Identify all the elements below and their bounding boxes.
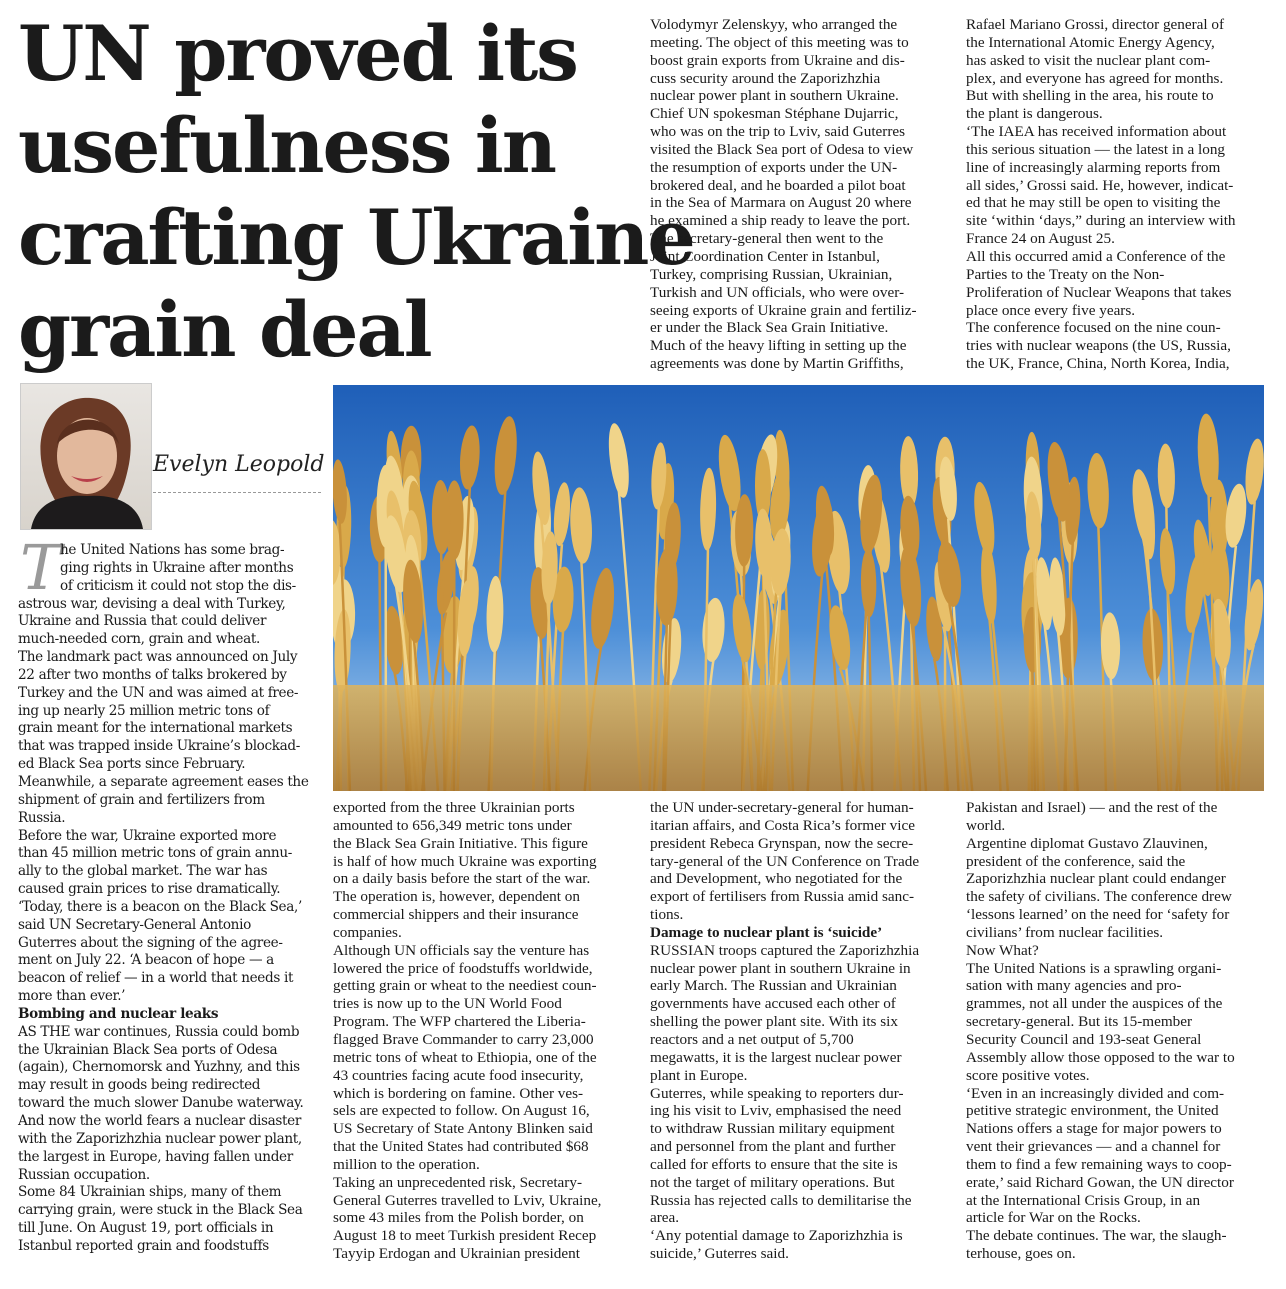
paragraph-line: Some 84 Ukrainian ships, many of them [18,1184,282,1201]
headline [18,8,694,376]
paragraph-line: that was trapped inside Ukraine’s blockad- [18,738,301,755]
paragraph-line: some 43 miles from the Polish border, on [333,1209,584,1227]
paragraph-line: plant in Europe. [650,1066,748,1084]
paragraph-line: the plant is dangerous. [966,105,1103,123]
paragraph-line: Taking an unprecedented risk, Secretary- [333,1173,582,1191]
paragraph-line: the International Atomic Energy Agency, [966,33,1215,51]
paragraph-line: suicide,’ Guterres said. [650,1245,789,1263]
paragraph-line: reactors and a net output of 5,700 [650,1030,854,1048]
paragraph-line: the UK, France, China, North Korea, India, [966,355,1230,373]
paragraph-line: place once every five years. [966,301,1136,319]
paragraph-line: flagged Brave Commander to carry 23,000 [333,1030,594,1048]
paragraph-line: early March. The Russian and Ukrainian [650,977,897,995]
article-column-top-2 [966,16,1266,373]
paragraph-line: seeing exports of Ukraine grain and fertiliz- [650,301,917,319]
paragraph-line: ging rights in Ukraine after months [60,559,294,576]
paragraph-line: in the Sea of Marmara on August 20 where [650,194,912,212]
paragraph-line: ed Black Sea ports since February. [18,756,246,773]
paragraph-line: that the United States had contributed $68 [333,1138,589,1156]
paragraph-line: ment on July 22. ‘A beacon of hope — a [18,952,274,969]
paragraph-line: commercial shippers and their insurance [333,906,579,924]
paragraph-line: site ‘within ‘days,” during an interview with [966,212,1236,230]
paragraph-line: shelling the power plant site. With its six [650,1013,898,1031]
paragraph-line: much-needed corn, grain and wheat. [18,631,260,648]
paragraph-line: the resumption of exports under the UN- [650,158,898,176]
paragraph-line: world. [966,816,1006,834]
paragraph-line: ‘lessons learned’ on the need for ‘safety for [966,906,1230,924]
paragraph-line: Istanbul reported grain and foodstuffs [18,1237,269,1254]
paragraph-line: Joint Coordination Center in Istanbul, [650,247,880,265]
paragraph-line: The landmark pact was announced on July [18,649,298,666]
paragraph-line: 22 after two months of talks brokered by [18,666,287,683]
paragraph-line: not the target of military operations. But [650,1173,895,1191]
paragraph-line: the Black Sea Grain Initiative. This figure [333,834,588,852]
paragraph-line: ‘The IAEA has received information about [966,123,1227,141]
paragraph-line: the largest in Europe, having fallen under [18,1148,293,1165]
paragraph-line: Before the war, Ukraine exported more [18,827,277,844]
paragraph-line: And now the world fears a nuclear disaster [18,1113,302,1129]
paragraph-line: Security Council and 193-seat General [966,1030,1202,1048]
headline-line: UN proved its [18,9,577,98]
paragraph-line: Chief UN spokesman Stéphane Dujarric, [650,105,899,123]
paragraph-line: ‘Even in an increasingly divided and com- [966,1084,1225,1102]
paragraph-line: them to find a few remaining ways to coop- [966,1155,1232,1173]
paragraph-line: megawatts, it is the largest nuclear power [650,1048,902,1066]
paragraph-line: But with shelling in the area, his route to [966,87,1214,105]
paragraph-line: the Ukrainian Black Sea ports of Odesa [18,1041,278,1058]
paragraph-line: more than ever.’ [18,988,126,1005]
paragraph-line: on a daily basis before the start of the war. [333,870,591,888]
paragraph-line: caused grain prices to rise dramatically. [18,881,281,898]
paragraph-line: tary-general of the UN Conference on Trade [650,852,920,870]
paragraph-line: governments have accused each other of [650,995,896,1013]
author-photo [20,383,152,530]
paragraph-line: he examined a ship ready to leave the port. [650,212,911,230]
paragraph-line: beacon of relief — in a world that needs it [18,970,294,987]
paragraph-line: secretary-general. But its 15-member [966,1013,1193,1031]
paragraph-line: Much of the heavy lifting in setting up the [650,337,907,355]
subheading: Bombing and nuclear leaks [18,1005,219,1022]
paragraph-line: tries is now up to the UN World Food [333,995,562,1013]
paragraph-line: The conference focused on the nine coun- [966,319,1221,337]
article-column-top-1 [650,16,950,373]
paragraph-line: visited the Black Sea port of Odesa to view [650,140,914,158]
paragraph-line: called for efforts to ensure that the site is [650,1155,898,1173]
paragraph-line: line of increasingly alarming reports from [966,158,1221,176]
paragraph-line: 43 countries facing acute food insecurity, [333,1066,584,1084]
paragraph-line: who was on the trip to Lviv, said Guterres [650,123,906,141]
paragraph-line: ‘Today, there is a beacon on the Black Sea,’ [18,898,302,915]
paragraph-line: Turkish and UN officials, who were over- [650,283,905,301]
paragraph-line: Guterres about the signing of the agree- [18,934,283,951]
wheat-field-photo [333,385,1264,791]
paragraph-line: vent their grievances — and a channel for [966,1138,1221,1156]
paragraph-line: to withdraw Russian military equipment [650,1120,895,1138]
paragraph-line: carrying grain, were stuck in the Black Sea [18,1202,303,1219]
paragraph-line: brokered deal, and he boarded a pilot boat [650,176,906,194]
paragraph-line: All this occurred amid a Conference of the [966,247,1226,265]
paragraph-line: The debate continues. The war, the slaugh- [966,1227,1227,1245]
paragraph-line: with the Zaporizhzhia nuclear power plant, [18,1130,302,1147]
article-column-2 [333,799,633,1263]
paragraph-line: Nations offers a stage for major powers to [966,1120,1222,1138]
paragraph-line: cuss security around the Zaporizhzhia [650,69,881,87]
paragraph-line: civilians’ from nuclear facilities. [966,923,1164,941]
article-column-1 [18,542,318,1256]
byline-divider [153,492,321,493]
paragraph-line: boost grain exports from Ukraine and dis- [650,51,905,69]
paragraph-line: sation with many agencies and pro- [966,977,1182,995]
paragraph-line: astrous war, devising a deal with Turkey, [18,595,286,612]
paragraph-line: Argentine diplomat Gustavo Zlauvinen, [966,834,1208,852]
paragraph-line: petitive strategic environment, the United [966,1102,1219,1120]
article-column-3 [650,799,950,1263]
paragraph-line: at the International Crisis Group, in an [966,1191,1201,1209]
paragraph-line: Rafael Mariano Grossi, director general of [966,16,1225,33]
paragraph-line: tries with nuclear weapons (the US, Russia, [966,337,1231,355]
paragraph-line: companies. [333,923,402,941]
paragraph-line: all sides,’ Grossi said. He, however, indicat- [966,176,1234,194]
paragraph-line: nuclear power plant in southern Ukraine in [650,959,911,977]
paragraph-line: US Secretary of State Antony Blinken said [333,1120,593,1138]
paragraph-line: erate,’ said Richard Gowan, the UN director [966,1173,1234,1191]
paragraph-line: ing his visit to Lviv, emphasised the need [650,1102,902,1120]
paragraph-line: itarian affairs, and Costa Rica’s former vice [650,816,915,834]
paragraph-line: than 45 million metric tons of grain annu- [18,845,292,862]
paragraph-line: Assembly allow those opposed to the war to [966,1048,1235,1066]
paragraph-line: president Rebeca Grynspan, now the secre- [650,834,914,852]
paragraph-line: plex, and everyone has agreed for months. [966,69,1224,87]
paragraph-line: France 24 on August 25. [966,230,1115,248]
paragraph-line: Parties to the Treaty on the Non- [966,265,1165,283]
headline-line: grain deal [18,285,431,374]
paragraph-line: August 18 to meet Turkish president Recep [333,1227,597,1245]
paragraph-line: tions. [650,906,684,924]
paragraph-line: score positive votes. [966,1066,1090,1084]
paragraph-line: lowered the price of foodstuffs worldwide, [333,959,593,977]
paragraph-line: Proliferation of Nuclear Weapons that takes [966,283,1232,301]
paragraph-line: agreements was done by Martin Griffiths, [650,355,904,373]
paragraph-line: The operation is, however, dependent on [333,888,580,906]
paragraph-line: sels are expected to follow. On August 16, [333,1102,590,1120]
paragraph-line: ing up nearly 25 million metric tons of [18,702,270,719]
paragraph-line: said UN Secretary-General Antonio [18,916,251,933]
paragraph-line: ed that he may still be open to visiting the [966,194,1221,212]
paragraph-line: till June. On August 19, port officials in [18,1220,274,1237]
paragraph-line: Russia. [18,809,66,826]
paragraph-line: ally to the global market. The war has [18,863,268,880]
paragraph-line: million to the operation. [333,1155,480,1173]
paragraph-line: Pakistan and Israel) — and the rest of the [966,799,1218,816]
paragraph-line: and personnel from the plant and further [650,1138,896,1156]
paragraph-line: er under the Black Sea Grain Initiative. [650,319,889,337]
paragraph-line: president of the conference, said the [966,852,1186,870]
paragraph-line: amounted to 656,349 metric tons under [333,816,572,834]
paragraph-line: Tayyip Erdogan and Ukrainian president [333,1245,580,1263]
paragraph-line: Meanwhile, a separate agreement eases the [18,773,309,790]
paragraph-line: grammes, not all under the auspices of the [966,995,1223,1013]
paragraph-line: is half of how much Ukraine was exporting [333,852,597,870]
paragraph-line: may result in goods being redirected [18,1077,261,1094]
paragraph-line: Volodymyr Zelenskyy, who arranged the [650,16,898,33]
headline-line: usefulness in [18,101,555,190]
paragraph-line: article for War on the Rocks. [966,1209,1141,1227]
paragraph-line: grain meant for the international markets [18,720,293,737]
paragraph-line: Although UN officials say the venture has [333,941,590,959]
paragraph-line: toward the much slower Danube waterway. [18,1095,304,1112]
paragraph-line: Russian occupation. [18,1166,150,1183]
paragraph-line: AS THE war continues, Russia could bomb [18,1023,300,1040]
subheading: Damage to nuclear plant is ‘suicide’ [650,923,883,941]
paragraph-line: shipment of grain and fertilizers from [18,791,265,808]
paragraph-line: Russia has rejected calls to demilitarise the [650,1191,912,1209]
paragraph-line: of criticism it could not stop the dis- [60,577,296,594]
paragraph-line: terhouse, goes on. [966,1245,1076,1263]
article-column-4 [966,799,1266,1263]
paragraph-line: General Guterres travelled to Lviv, Ukraine, [333,1191,602,1209]
paragraph-line: Now What? [966,941,1039,959]
paragraph-line: and Development, who negotiated for the [650,870,903,888]
paragraph-line: he United Nations has some brag- [60,542,285,558]
paragraph-line: export of fertilisers from Russia amid sanc- [650,888,915,906]
paragraph-line: RUSSIAN troops captured the Zaporizhzhia [650,941,920,959]
paragraph-line: Program. The WFP chartered the Liberia- [333,1013,586,1031]
paragraph-line: area. [650,1209,680,1227]
paragraph-line: this serious situation — the latest in a long [966,140,1226,158]
paragraph-line: the UN under-secretary-general for human- [650,799,914,816]
paragraph-line: Turkey and the UN and was aimed at free- [18,684,299,701]
paragraph-line: Zaporizhzhia nuclear plant could endanger [966,870,1226,888]
paragraph-line: the safety of civilians. The conference drew [966,888,1232,906]
paragraph-line: has asked to visit the nuclear plant com- [966,51,1211,69]
paragraph-line: which is bordering on famine. Other ves- [333,1084,584,1102]
paragraph-line: exported from the three Ukrainian ports [333,799,575,816]
paragraph-line: nuclear power plant in southern Ukraine. [650,87,899,105]
paragraph-line: getting grain or wheat to the neediest coun- [333,977,597,995]
paragraph-line: The United Nations is a sprawling organi- [966,959,1222,977]
paragraph-line: metric tons of wheat to Ethiopia, one of the [333,1048,597,1066]
paragraph-line: Turkey, comprising Russian, Ukrainian, [650,265,893,283]
paragraph-line: ‘Any potential damage to Zaporizhzhia is [650,1227,903,1245]
paragraph-line: Ukraine and Russia that could deliver [18,613,267,630]
headline-line: crafting Ukraine [18,193,694,282]
byline-author: Evelyn Leopold [153,452,325,477]
paragraph-line: The secretary-general then went to the [650,230,884,248]
paragraph-line: Guterres, while speaking to reporters dur- [650,1084,904,1102]
paragraph-line: meeting. The object of this meeting was to [650,33,909,51]
drop-cap: T [20,531,62,604]
paragraph-line: (again), Chernomorsk and Yuzhny, and this [18,1059,300,1076]
